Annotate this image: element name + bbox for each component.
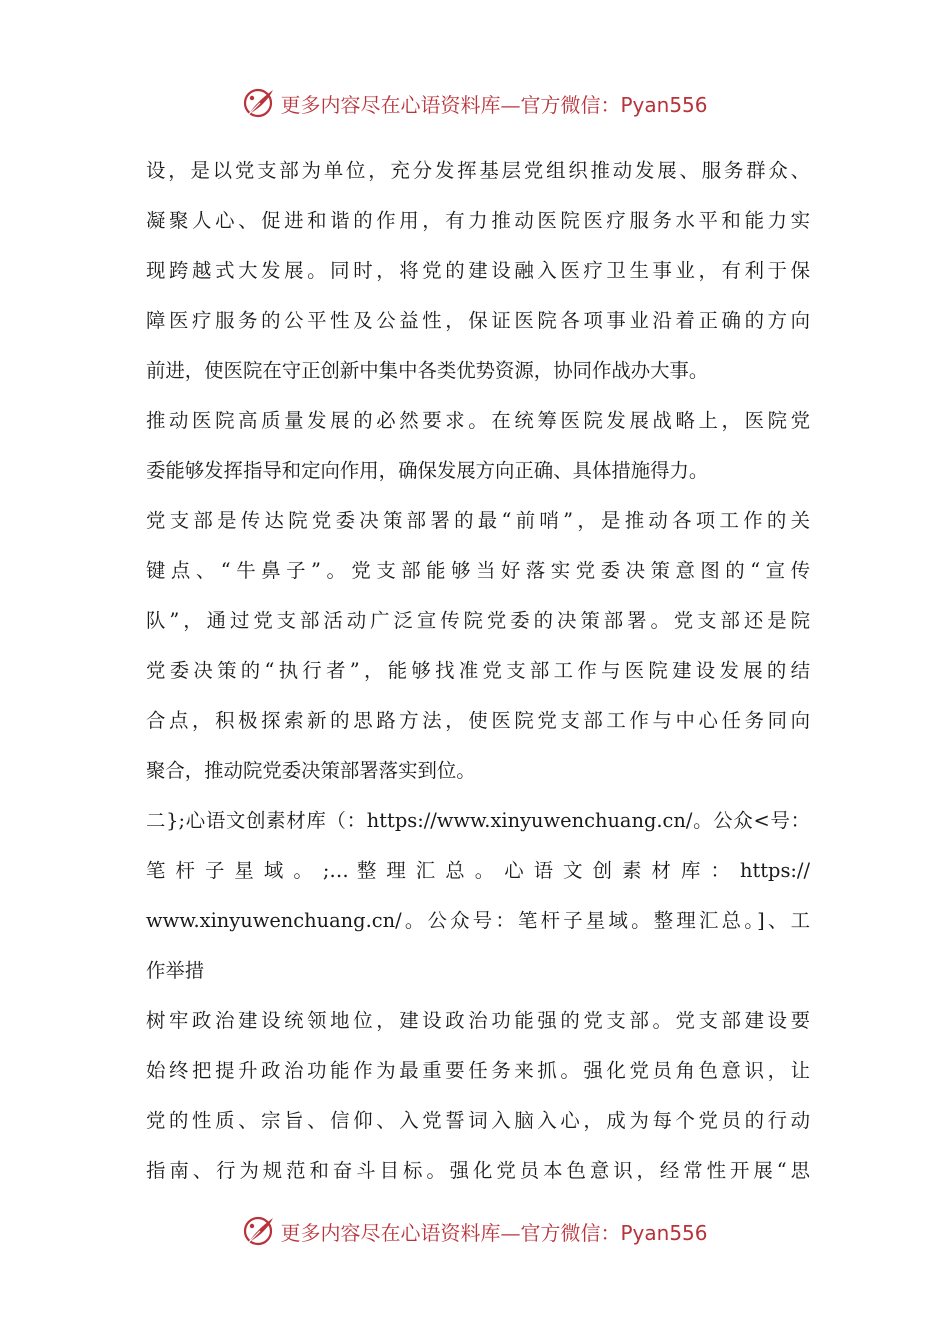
body-line: 凝聚人心、促进和谐的作用，有力推动医院医疗服务水平和能力实 [146, 209, 810, 232]
body-line: 指南、行为规范和奋斗目标。强化党员本色意识，经常性开展“思 [146, 1159, 810, 1182]
body-line: 党支部是传达院党委决策部署的最“前哨”，是推动各项工作的关 [146, 509, 810, 532]
footer-wechat-id: Pyan556 [620, 1220, 708, 1245]
footer-banner-text [280, 1217, 707, 1246]
body-line: 键点、“牛鼻子”。党支部能够当好落实党委决策意图的“宣传 [146, 559, 810, 582]
body-line: 合点，积极探索新的思路方法，使医院党支部工作与中心任务同向 [146, 709, 810, 732]
body-line: 作举措 [146, 959, 205, 982]
body-line: 障医疗服务的公平性及公益性，保证医院各项事业沿着正确的方向 [146, 309, 810, 332]
body-line: 委能够发挥指导和定向作用，确保发展方向正确、具体措施得力。 [146, 459, 709, 482]
header-banner-text [280, 89, 707, 118]
body-line: 设，是以党支部为单位，充分发挥基层党组织推动发展、服务群众、 [146, 159, 810, 182]
header-banner [0, 80, 950, 126]
document-body [146, 146, 810, 1196]
body-line: 聚合，推动院党委决策部署落实到位。 [146, 759, 476, 782]
body-line: 党委决策的“执行者”，能够找准党支部工作与医院建设发展的结 [146, 659, 810, 682]
quill-pen-logo-icon [242, 1214, 276, 1248]
header-wechat-id: Pyan556 [620, 92, 708, 117]
header-banner-label: 更多内容尽在心语资料库—官方微信： [280, 92, 621, 117]
body-line: 树牢政治建设统领地位，建设政治功能强的党支部。党支部建设要 [146, 1009, 810, 1032]
quill-pen-logo-icon [242, 86, 276, 120]
body-line: 前进，使医院在守正创新中集中各类优势资源，协同作战办大事。 [146, 359, 709, 382]
body-line: 二};心语文创素材库（：https://www.xinyuwenchuang.cn/。公众<号： [146, 809, 810, 832]
body-line: 推动医院高质量发展的必然要求。在统筹医院发展战略上，医院党 [146, 409, 810, 432]
body-line: www.xinyuwenchuang.cn/。公众号：笔杆子星域。整理汇总。]、工 [146, 909, 810, 932]
body-line: 笔 杆 子 星 域 。 ;… 整 理 汇 总 。 心 语 文 创 素 材 库 ： https:// [146, 859, 810, 882]
body-line: 队”，通过党支部活动广泛宣传院党委的决策部署。党支部还是院 [146, 609, 810, 632]
body-line: 始终把提升政治功能作为最重要任务来抓。强化党员角色意识，让 [146, 1059, 810, 1082]
footer-banner-label: 更多内容尽在心语资料库—官方微信： [280, 1220, 621, 1245]
body-line: 现跨越式大发展。同时，将党的建设融入医疗卫生事业，有利于保 [146, 259, 810, 282]
footer-banner [0, 1208, 950, 1254]
body-line: 党的性质、宗旨、信仰、入党誓词入脑入心，成为每个党员的行动 [146, 1109, 810, 1132]
